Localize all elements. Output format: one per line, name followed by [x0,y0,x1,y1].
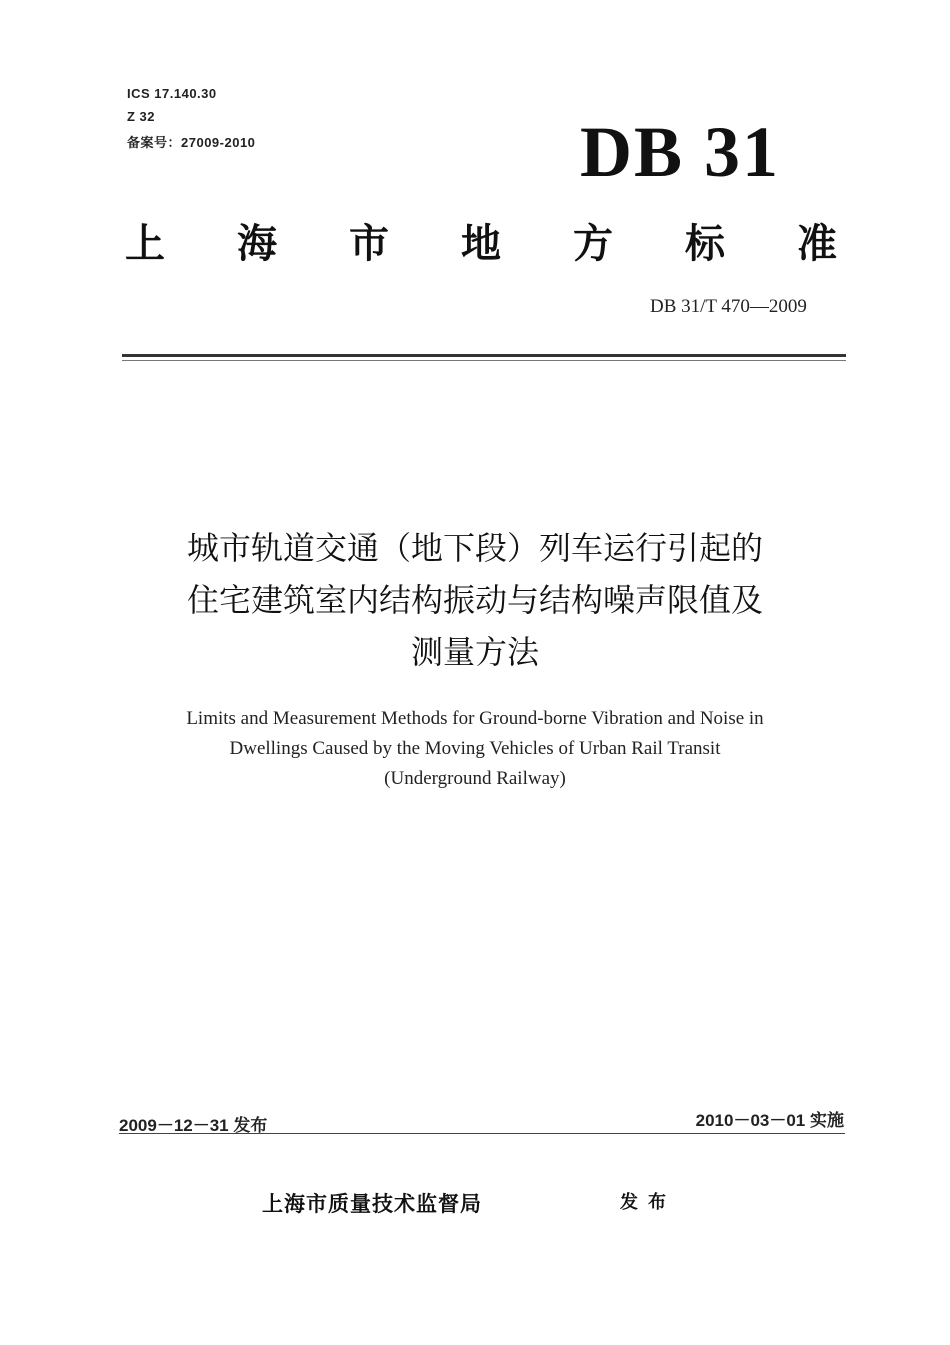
issue-date: 2009－12－31 发布 [119,1116,268,1135]
standard-type-char: 地 [461,220,501,267]
title-english-line: Dwellings Caused by the Moving Vehicles of Urban Rail Transit [229,738,721,759]
standard-type-char: 上 [125,220,165,267]
standard-type-char: 海 [237,220,277,267]
standard-type-char: 标 [685,220,725,267]
record-number [127,132,255,151]
top-divider [122,354,846,357]
ics-code: ICS 17.140.30 [127,86,217,101]
publish-label: 发布 [620,1192,676,1213]
classification-code: Z 32 [127,109,156,124]
bottom-divider [119,1133,845,1134]
implementation-date: 2010－03－01 实施 [695,1111,844,1130]
record-value: 27009-2010 [181,135,256,150]
title-english [75,704,875,794]
title-english-line: Limits and Measurement Methods for Ground-borne Vibration and Noise in [186,708,764,729]
title-chinese-line: 测量方法 [410,633,539,671]
title-chinese-line: 城市轨道交通（地下段）列车运行引起的 [186,529,763,567]
record-label: 备案号： [127,135,182,150]
standard-type-heading [125,218,837,270]
standard-type-char: 方 [573,220,613,267]
title-chinese-line: 住宅建筑室内结构振动与结构噪声限值及 [186,581,763,619]
title-chinese [75,522,875,678]
title-english-line: (Underground Railway) [384,768,566,789]
standard-number: DB 31/T 470—2009 [650,296,807,317]
standard-type-char: 市 [349,220,389,267]
db-logo: DB 31 [580,112,781,192]
standard-type-char: 准 [797,220,837,267]
publisher-name: 上海市质量技术监督局 [262,1192,482,1216]
top-divider-thin [122,360,846,361]
